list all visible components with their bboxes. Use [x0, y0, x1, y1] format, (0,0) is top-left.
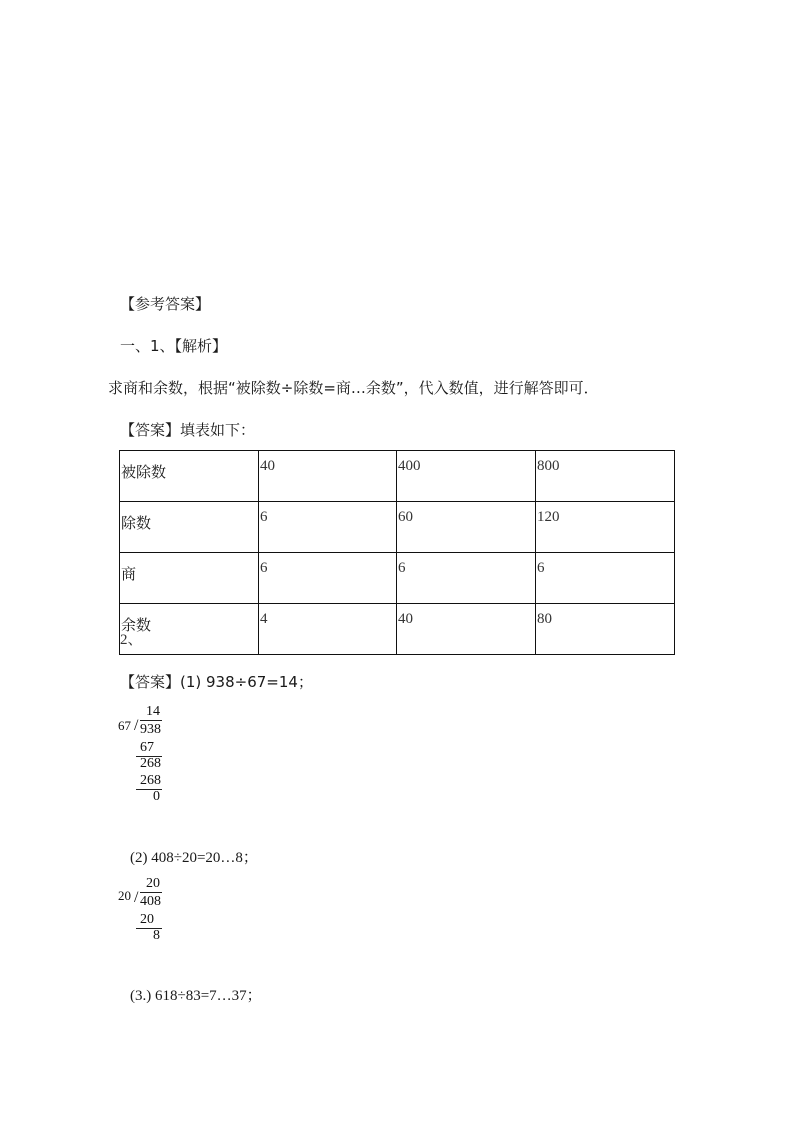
row-label: 商 — [120, 553, 259, 604]
step: 268 — [140, 756, 161, 771]
long-division-2 — [118, 876, 178, 946]
q1-explanation: 求商和余数，根据“被除数÷除数=商…余数”，代入数值，进行解答即可． — [108, 379, 599, 397]
table-cell: 60 — [397, 502, 536, 553]
dividend: 938 — [140, 722, 161, 737]
divisor: 67 — [118, 718, 131, 733]
table-row — [120, 451, 675, 502]
table-row — [120, 604, 675, 655]
table-cell: 120 — [536, 502, 675, 553]
section-title: 【参考答案】 — [120, 295, 211, 313]
divisor: 20 — [118, 888, 131, 903]
quotient: 20 — [146, 876, 160, 891]
q2-part2-answer: (2) 408÷20=20…8； — [130, 850, 258, 866]
answer-table — [119, 450, 675, 655]
dividend: 408 — [140, 894, 161, 909]
table-cell: 6 — [536, 553, 675, 604]
step: 0 — [153, 789, 160, 804]
table-cell: 80 — [536, 604, 675, 655]
table-cell: 40 — [397, 604, 536, 655]
table-row — [120, 502, 675, 553]
division-bracket: / — [134, 717, 139, 734]
row-label: 除数 — [120, 502, 259, 553]
vinculum — [140, 892, 162, 893]
q2-part1-answer: 【答案】(1) 938÷67=14； — [120, 673, 313, 691]
q1-heading: 一、1、【解析】 — [120, 337, 228, 355]
table-cell: 6 — [397, 553, 536, 604]
step: 20 — [140, 912, 154, 927]
q2-part3-answer: (3.) 618÷83=7…37； — [130, 988, 262, 1004]
division-bracket: / — [134, 889, 139, 906]
quotient: 14 — [146, 704, 160, 719]
table-cell: 800 — [536, 451, 675, 502]
table-cell: 40 — [259, 451, 397, 502]
table-cell: 4 — [259, 604, 397, 655]
step: 67 — [140, 740, 154, 755]
q1-answer-intro: 【答案】填表如下： — [120, 421, 256, 439]
row-label: 余数 — [120, 604, 259, 655]
q2-number: 2、 — [120, 632, 143, 648]
vinculum — [140, 720, 162, 721]
table-cell: 400 — [397, 451, 536, 502]
row-label: 被除数 — [120, 451, 259, 502]
table-row — [120, 553, 675, 604]
table-cell: 6 — [259, 553, 397, 604]
step: 8 — [153, 928, 160, 943]
step: 268 — [140, 773, 161, 788]
long-division-1 — [118, 704, 178, 804]
table-cell: 6 — [259, 502, 397, 553]
